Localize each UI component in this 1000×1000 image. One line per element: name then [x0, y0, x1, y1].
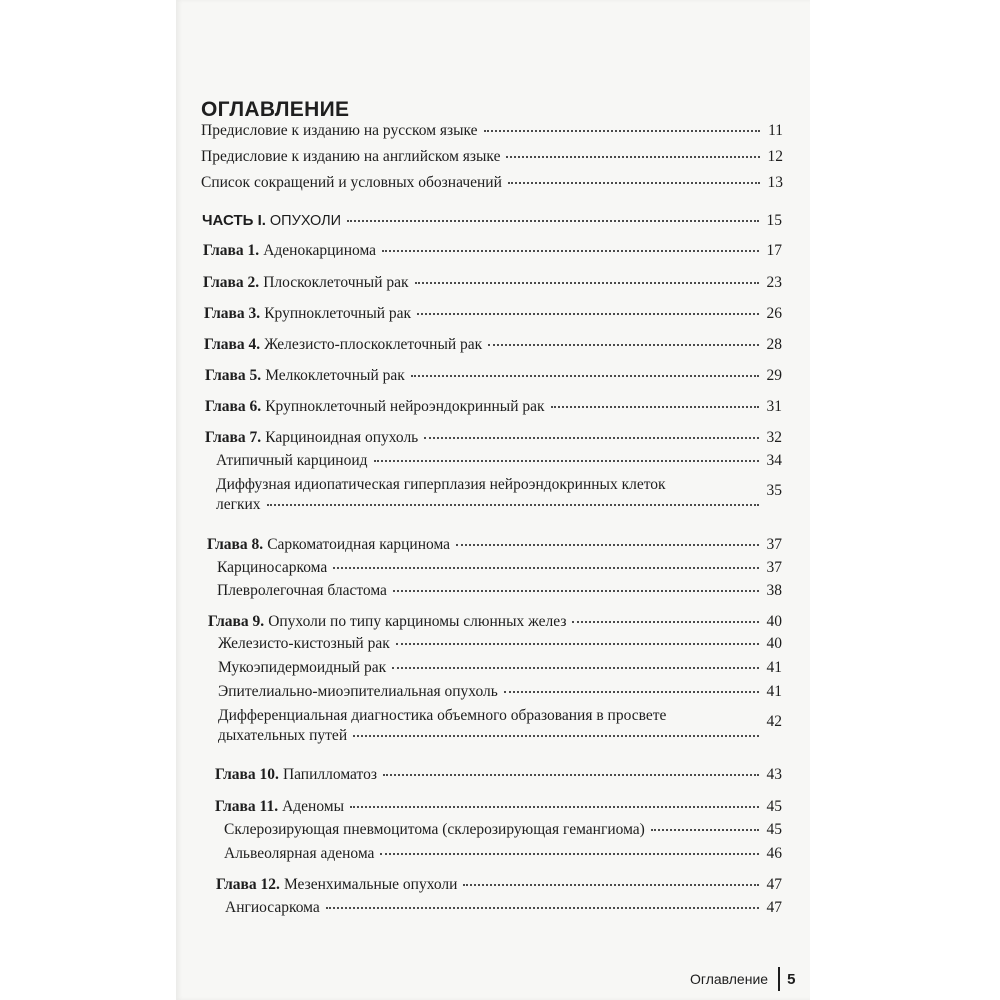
toc-entry-page: 45	[766, 821, 782, 838]
dot-leader	[488, 343, 758, 346]
toc-subsection-multiline[interactable]	[218, 707, 782, 745]
dot-leader	[396, 642, 759, 645]
toc-entry-label: Плоскоклеточный рак	[263, 274, 409, 291]
dot-leader	[353, 734, 758, 737]
toc-subsection[interactable]	[217, 559, 782, 577]
toc-entry-page: 38	[766, 582, 782, 599]
toc-chapter-4[interactable]	[204, 336, 782, 354]
chapter-number: Глава 1.	[203, 242, 260, 259]
toc-entry-page: 31	[766, 398, 782, 415]
toc-subsection[interactable]	[224, 821, 782, 839]
toc-entry-label-continued: дыхательных путей	[218, 727, 348, 744]
toc-entry-label: Склерозирующая пневмоцитома (склерозирующая гемангиома)	[224, 821, 645, 838]
toc-entry-page: 34	[766, 452, 782, 469]
toc-entry-label: Диффузная идиопатическая гиперплазия нейроэндокринных клеток	[216, 476, 666, 493]
chapter-number: Глава 12.	[216, 876, 280, 893]
toc-chapter-8[interactable]	[207, 536, 782, 554]
toc-entry-label: Мелкоклеточный рак	[265, 367, 405, 384]
dot-leader	[374, 459, 759, 462]
toc-entry-page: 29	[766, 367, 782, 384]
dot-leader	[551, 405, 759, 408]
toc-entry-page: 42	[766, 713, 782, 730]
toc-entry-label: Эпителиально-миоэпителиальная опухоль	[218, 683, 498, 700]
chapter-number: Глава 8.	[207, 536, 264, 553]
toc-chapter-6[interactable]	[205, 398, 782, 416]
toc-entry-page: 11	[768, 122, 783, 139]
toc-entry-abbreviations[interactable]	[201, 174, 783, 192]
running-footer-section: Оглавление	[690, 971, 769, 987]
chapter-number: Глава 2.	[203, 274, 260, 291]
dot-leader	[411, 374, 759, 377]
toc-subsection[interactable]	[217, 582, 782, 600]
chapter-number: Глава 10.	[215, 766, 279, 783]
toc-entry-label: Опухоли по типу карциномы слюнных желез	[268, 613, 567, 630]
toc-entry-label: Предисловие к изданию на русском языке	[201, 122, 478, 139]
toc-entry-label: Альвеолярная аденома	[224, 845, 375, 862]
dot-leader	[417, 312, 758, 315]
toc-entry-preface-en[interactable]	[201, 148, 783, 166]
toc-entry-page: 43	[766, 766, 782, 783]
toc-entry-page: 12	[767, 148, 783, 165]
toc-entry-page: 28	[766, 336, 782, 353]
toc-entry-label: Карциносаркома	[217, 559, 328, 576]
toc-title: ОГЛАВЛЕНИЕ	[201, 98, 350, 121]
toc-subsection[interactable]	[218, 683, 782, 701]
dot-leader	[463, 883, 758, 886]
toc-entry-page: 46	[766, 845, 782, 862]
toc-entry-label: Аденомы	[282, 798, 345, 815]
toc-subsection[interactable]	[216, 452, 782, 470]
chapter-number: Глава 5.	[205, 367, 262, 384]
dot-leader	[651, 828, 759, 831]
toc-entry-page: 15	[766, 212, 782, 229]
dot-leader	[382, 249, 758, 252]
chapter-number: Глава 4.	[204, 336, 261, 353]
toc-entry-label: Ангиосаркома	[225, 899, 320, 916]
toc-subsection[interactable]	[218, 635, 782, 653]
toc-entry-page: 37	[766, 536, 782, 553]
toc-entry-label: Железисто-плоскоклеточный рак	[264, 336, 483, 353]
toc-entry-label: Мезенхимальные опухоли	[283, 876, 458, 893]
dot-leader	[415, 281, 759, 284]
toc-entry-page: 17	[766, 242, 782, 259]
toc-entry-page: 40	[766, 613, 782, 630]
toc-entry-label: Плевролегочная бластома	[217, 582, 387, 599]
dot-leader	[506, 155, 759, 158]
dot-leader	[347, 219, 758, 222]
toc-chapter-11[interactable]	[215, 798, 782, 816]
dot-leader	[424, 436, 758, 439]
toc-entry-label: Дифференциальная диагностика объемного образования в просвете	[218, 707, 667, 724]
dot-leader	[326, 906, 759, 909]
chapter-number: Глава 7.	[205, 429, 262, 446]
toc-entry-label: Карциноидная опухоль	[265, 429, 419, 446]
toc-chapter-5[interactable]	[205, 367, 782, 385]
toc-chapter-1[interactable]	[203, 242, 782, 260]
toc-entry-label: Атипичный карциноид	[216, 452, 368, 469]
toc-subsection[interactable]	[225, 899, 782, 917]
toc-chapter-2[interactable]	[203, 274, 782, 292]
toc-entry-page: 47	[766, 876, 782, 893]
toc-entry-label: Железисто-кистозный рак	[218, 635, 390, 652]
toc-entry-page: 41	[766, 659, 782, 676]
chapter-number: Глава 11.	[215, 798, 279, 815]
toc-entry-page: 37	[766, 559, 782, 576]
toc-entry-label: Крупноклеточный рак	[264, 305, 412, 322]
chapter-number: Глава 6.	[205, 398, 262, 415]
page-footer	[690, 967, 795, 991]
dot-leader	[350, 805, 758, 808]
toc-entry-page: 32	[766, 429, 782, 446]
toc-subsection-multiline[interactable]	[216, 476, 782, 514]
dot-leader	[456, 543, 758, 546]
dot-leader	[484, 129, 760, 132]
dot-leader	[572, 620, 758, 623]
toc-part-1[interactable]	[202, 212, 782, 230]
toc-entry-label: Мукоэпидермоидный рак	[218, 659, 387, 676]
toc-entry-label: Предисловие к изданию на английском языке	[201, 148, 501, 165]
chapter-number: Глава 3.	[204, 305, 261, 322]
dot-leader	[504, 690, 759, 693]
page-number: 5	[787, 970, 796, 988]
show-through-text	[200, 24, 780, 84]
toc-chapter-7[interactable]	[205, 429, 782, 447]
dot-leader	[333, 566, 758, 569]
toc-entry-page: 45	[766, 798, 782, 815]
toc-entry-page: 35	[766, 482, 782, 499]
toc-entry-label: Крупноклеточный нейроэндокринный рак	[265, 398, 545, 415]
dot-leader	[380, 852, 758, 855]
toc-entry-label: Саркоматоидная карцинома	[267, 536, 451, 553]
toc-entry-label: Аденокарцинома	[263, 242, 377, 259]
footer-divider	[778, 967, 780, 991]
toc-chapter-9[interactable]	[208, 613, 782, 631]
toc-entry-preface-ru[interactable]	[201, 122, 783, 140]
dot-leader	[383, 773, 759, 776]
toc-entry-page: 23	[766, 274, 782, 291]
toc-entry-label-continued: легких	[216, 496, 261, 513]
dot-leader	[392, 666, 758, 669]
part-title: ОПУХОЛИ	[269, 213, 342, 229]
toc-entry-page: 41	[766, 683, 782, 700]
toc-chapter-10[interactable]	[215, 766, 782, 784]
part-number: ЧАСТЬ I.	[202, 212, 266, 229]
toc-entry-page: 47	[766, 899, 782, 916]
toc-entry-page: 26	[766, 305, 782, 322]
dot-leader	[393, 589, 759, 592]
toc-entry-label: Папилломатоз	[282, 766, 377, 783]
toc-chapter-12[interactable]	[216, 876, 782, 894]
toc-subsection[interactable]	[218, 659, 782, 677]
toc-chapter-3[interactable]	[204, 305, 782, 323]
toc-entry-label: Список сокращений и условных обозначений	[201, 174, 502, 191]
toc-entry-page: 40	[766, 635, 782, 652]
dot-leader	[508, 181, 760, 184]
chapter-number: Глава 9.	[208, 613, 265, 630]
dot-leader	[267, 503, 759, 506]
toc-entry-page: 13	[767, 174, 783, 191]
toc-subsection[interactable]	[224, 845, 782, 863]
